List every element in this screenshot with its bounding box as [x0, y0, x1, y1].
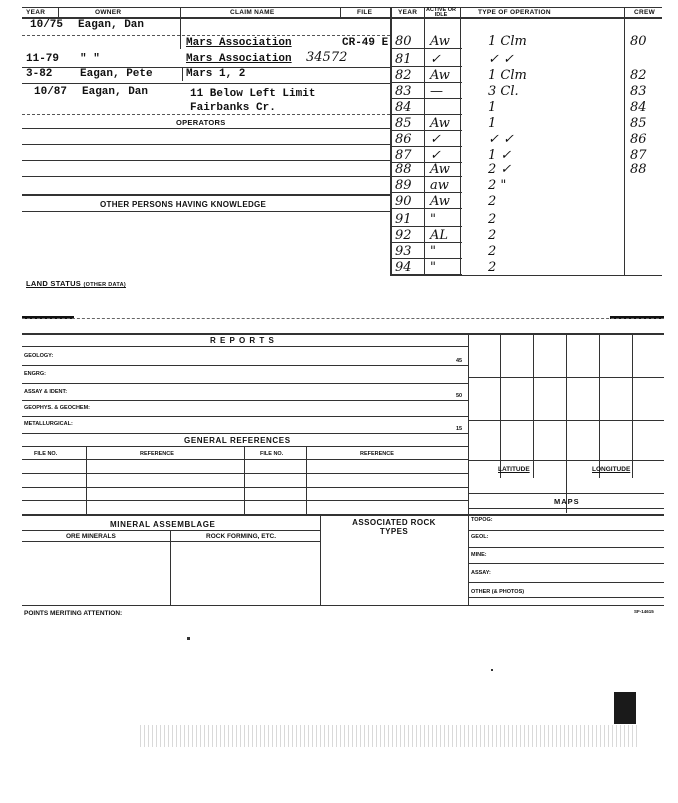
- reports-label: R E P O R T S: [210, 336, 275, 345]
- assay-label: ASSAY & IDENT:: [24, 389, 68, 395]
- owner-row-2-file: 34572: [306, 50, 348, 65]
- activity-year: 87: [395, 148, 412, 163]
- row-rule: [468, 563, 664, 564]
- activity-status: Aw: [430, 68, 450, 83]
- owner-row-2-year: 11-79: [26, 53, 60, 65]
- scan-speck: [187, 637, 190, 640]
- row-rule: [468, 597, 664, 598]
- row-rule: [22, 605, 664, 606]
- latitude-label: LATITUDE: [498, 466, 530, 473]
- maps-label: MAPS: [554, 497, 580, 506]
- row-rule: [22, 128, 390, 129]
- activity-year: 84: [395, 100, 412, 115]
- divider: [244, 446, 245, 514]
- row-rule: [390, 146, 462, 147]
- row-rule: [22, 500, 468, 501]
- row-rule: [22, 541, 320, 542]
- owner-row-4-year: 10/87: [34, 86, 68, 98]
- rock-forming-col: ROCK FORMING, ETC.: [206, 533, 277, 540]
- scan-noise: [140, 725, 640, 747]
- owner-row-2-claim: Mars Association: [186, 53, 292, 65]
- owner-row-2-owner: " ": [80, 53, 100, 65]
- row-rule: [22, 383, 468, 384]
- row-rule: [22, 35, 390, 36]
- owner-row-1-owner: Eagan, Dan: [78, 19, 145, 31]
- owner-row-1-year: 10/75: [30, 19, 64, 31]
- geology-label: GEOLOGY:: [24, 353, 54, 359]
- activity-year: 89: [395, 178, 412, 193]
- divider: [599, 333, 600, 478]
- activity-year: 91: [395, 212, 412, 227]
- activity-type: 2: [488, 212, 497, 227]
- activity-crew: 82: [630, 68, 647, 83]
- divider: [500, 333, 501, 478]
- row-rule: [22, 433, 468, 434]
- activity-type: 1 Clm: [488, 68, 527, 83]
- activity-crew: 84: [630, 100, 647, 115]
- row-rule: [22, 473, 468, 474]
- activity-status: ": [430, 212, 436, 227]
- file-no-col: FILE NO.: [34, 451, 58, 457]
- row-rule: [22, 211, 390, 212]
- mine-label: MINE:: [471, 552, 487, 558]
- owner-row-5-claim: Fairbanks Cr.: [190, 102, 276, 114]
- activity-status: Aw: [430, 162, 450, 177]
- margin-number-50: 50: [456, 393, 463, 399]
- owner-row-1-file: CR-49 E: [342, 37, 389, 49]
- divider: [468, 333, 469, 605]
- row-rule: [468, 582, 664, 583]
- activity-crew: 85: [630, 116, 647, 131]
- owner-row-4-claim: 11 Below Left Limit: [190, 88, 316, 100]
- activity-status: AL: [430, 228, 449, 243]
- activity-status: —: [430, 84, 443, 99]
- col-claim-name: CLAIM NAME: [230, 9, 275, 16]
- activity-year: 90: [395, 194, 412, 209]
- row-rule: [22, 346, 468, 347]
- row-rule: [22, 487, 468, 488]
- activity-status: ": [430, 260, 436, 275]
- activity-type: 2: [488, 194, 497, 209]
- col-year: YEAR: [26, 9, 46, 16]
- activity-type: 1: [488, 100, 497, 115]
- activity-type: 1 ✓: [488, 148, 512, 163]
- row-rule: [390, 114, 462, 115]
- row-rule: [22, 83, 390, 84]
- row-rule: [22, 459, 468, 460]
- activity-status: aw: [430, 178, 449, 193]
- reference-col-2: REFERENCE: [360, 451, 394, 457]
- row-rule: [22, 365, 468, 366]
- divider: [533, 333, 534, 478]
- activity-type: 2 ✓: [488, 162, 512, 177]
- scan-speck: [491, 669, 493, 671]
- activity-type: 2: [488, 260, 497, 275]
- land-status-label: LAND STATUS (OTHER DATA): [26, 279, 126, 288]
- divider: [320, 514, 321, 605]
- divider: [58, 7, 59, 17]
- row-rule: [390, 242, 462, 243]
- ore-minerals-col: ORE MINERALS: [66, 533, 116, 540]
- divider: [180, 7, 181, 49]
- operators-label: OPERATORS: [176, 118, 226, 127]
- owner-row-3-year: 3-82: [26, 68, 53, 80]
- activity-crew: 86: [630, 132, 647, 147]
- other-persons-label: OTHER PERSONS HAVING KNOWLEDGE: [100, 200, 267, 209]
- divider: [566, 333, 567, 513]
- col-active-idle: ACTIVE OR IDLE: [426, 7, 456, 18]
- row-rule: [22, 176, 390, 177]
- divider: [624, 7, 625, 275]
- row-rule: [390, 275, 662, 276]
- reference-col: REFERENCE: [140, 451, 174, 457]
- activity-crew: 88: [630, 162, 647, 177]
- geol-label: GEOL:: [471, 534, 489, 540]
- activity-year: 88: [395, 162, 412, 177]
- row-rule: [22, 446, 468, 447]
- activity-type: ✓ ✓: [488, 132, 514, 147]
- associated-rock-label: ASSOCIATED ROCK TYPES: [352, 518, 436, 536]
- col-crew: CREW: [634, 9, 656, 16]
- row-rule: [390, 176, 462, 177]
- activity-type: 2 ": [488, 178, 507, 193]
- activity-type: 1: [488, 116, 497, 131]
- activity-type: 1 Clm: [488, 34, 527, 49]
- row-rule: [468, 493, 664, 494]
- col-year-2: YEAR: [398, 9, 418, 16]
- row-rule: [22, 144, 390, 145]
- activity-status: ": [430, 244, 436, 259]
- row-rule: [22, 416, 468, 417]
- row-rule: [390, 192, 462, 193]
- row-rule: [468, 508, 664, 509]
- activity-crew: 80: [630, 34, 647, 49]
- owner-row-1-claim: Mars Association: [186, 37, 292, 49]
- row-rule: [22, 530, 320, 531]
- owner-row-3-owner: Eagan, Pete: [80, 68, 153, 80]
- geophys-label: GEOPHYS. & GEOCHEM:: [24, 405, 91, 411]
- row-rule: [468, 420, 664, 421]
- activity-year: 82: [395, 68, 412, 83]
- assay-map-label: ASSAY:: [471, 570, 491, 576]
- margin-number-45: 45: [456, 358, 463, 364]
- row-rule: [390, 258, 462, 259]
- topog-label: TOPOG:: [471, 517, 493, 523]
- activity-status: Aw: [430, 116, 450, 131]
- reports-top-rule: [22, 333, 664, 335]
- form-number: SF-14615: [634, 609, 654, 614]
- row-rule: [22, 194, 390, 196]
- longitude-label: LONGITUDE: [592, 466, 631, 473]
- owner-row-3-claim: Mars 1, 2: [186, 68, 246, 80]
- divider: [86, 446, 87, 514]
- col-type-operation: TYPE OF OPERATION: [478, 9, 551, 16]
- metallurgical-label: METALLURGICAL:: [24, 421, 73, 427]
- general-references-label: GENERAL REFERENCES: [184, 436, 291, 445]
- col-file: FILE: [357, 9, 373, 16]
- activity-year: 80: [395, 34, 412, 49]
- activity-year: 85: [395, 116, 412, 131]
- row-rule: [390, 66, 462, 67]
- row-rule: [22, 160, 390, 161]
- row-rule: [22, 114, 390, 115]
- row-rule: [390, 48, 462, 49]
- activity-status: Aw: [430, 194, 450, 209]
- activity-crew: 83: [630, 84, 647, 99]
- row-rule: [390, 208, 462, 209]
- row-rule: [390, 98, 462, 99]
- other-photos-label: OTHER (& PHOTOS): [471, 589, 525, 595]
- activity-year: 86: [395, 132, 412, 147]
- activity-status: ✓: [430, 148, 441, 163]
- divider: [632, 333, 633, 478]
- row-rule: [22, 514, 664, 516]
- top-rule: [22, 7, 662, 8]
- points-meriting-label: POINTS MERITING ATTENTION:: [24, 610, 123, 617]
- activity-type: 2: [488, 244, 497, 259]
- activity-status: Aw: [430, 34, 450, 49]
- row-rule: [468, 547, 664, 548]
- activity-type: 2: [488, 228, 497, 243]
- activity-year: 81: [395, 52, 412, 67]
- divider: [340, 7, 341, 17]
- row-rule: [22, 318, 664, 319]
- row-rule: [390, 82, 462, 83]
- row-rule: [390, 226, 462, 227]
- engrg-label: ENGRG:: [24, 371, 46, 377]
- mineral-assemblage-label: MINERAL ASSEMBLAGE: [110, 520, 216, 529]
- row-rule: [390, 130, 462, 131]
- activity-status: ✓: [430, 52, 441, 67]
- activity-type: ✓ ✓: [488, 52, 514, 67]
- owner-row-4-owner: Eagan, Dan: [82, 86, 149, 98]
- divider: [182, 67, 183, 81]
- activity-year: 92: [395, 228, 412, 243]
- activity-status: ✓: [430, 132, 441, 147]
- divider: [306, 446, 307, 514]
- row-rule: [22, 400, 468, 401]
- col-owner: OWNER: [95, 9, 122, 16]
- activity-type: 3 Cl.: [488, 84, 519, 99]
- row-rule: [468, 377, 664, 378]
- margin-number-15: 15: [456, 426, 463, 432]
- row-rule: [468, 460, 664, 461]
- activity-year: 94: [395, 260, 412, 275]
- activity-crew: 87: [630, 148, 647, 163]
- file-no-col-2: FILE NO.: [260, 451, 284, 457]
- activity-year: 83: [395, 84, 412, 99]
- row-rule: [468, 530, 664, 531]
- activity-year: 93: [395, 244, 412, 259]
- scan-artifact: [614, 692, 636, 724]
